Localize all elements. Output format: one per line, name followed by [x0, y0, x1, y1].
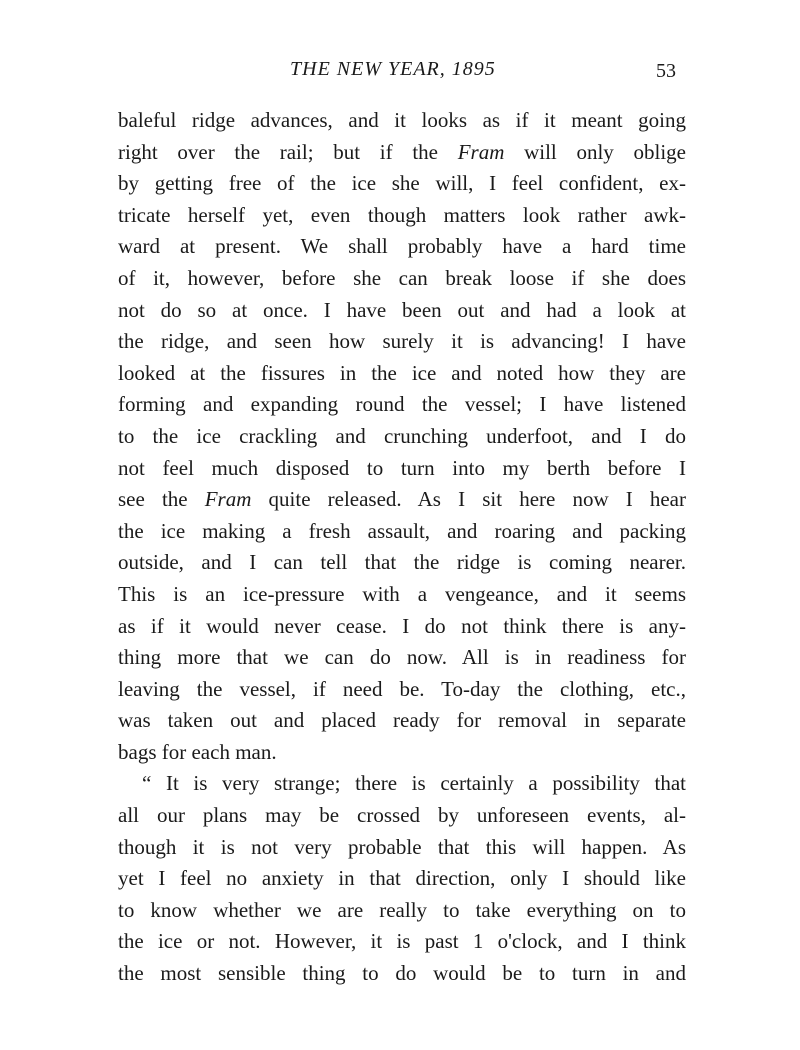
text-line: by getting free of the ice she will, I feel confident, ex-: [118, 171, 686, 196]
text-line: the ridge, and seen how surely it is advancing! I have: [118, 329, 686, 354]
text-line: to the ice crackling and crunching underfoot, and I do: [118, 423, 686, 448]
text-line: yet I feel no anxiety in that direction, only I should like: [118, 866, 686, 891]
text-line: forming and expanding round the vessel; I have listened: [118, 392, 686, 417]
text-line: thing more that we can do now. All is in readiness for: [118, 645, 686, 670]
ship-name: Fram: [457, 139, 505, 164]
running-head: [0, 58, 800, 88]
text-line: to know whether we are really to take everything on to: [118, 897, 686, 922]
text-line: as if it would never cease. I do not think there is any-: [118, 613, 686, 638]
running-title: THE NEW YEAR, 1895: [290, 58, 496, 80]
text-line: all our plans may be crossed by unforeseen events, al-: [118, 803, 686, 828]
text-line: the ice making a fresh assault, and roaring and packing: [118, 518, 686, 543]
text-line: “ It is very strange; there is certainly a possibility that: [142, 771, 686, 796]
text-line: see the Fram quite released. As I sit here now I hear: [118, 487, 686, 512]
text-line: tricate herself yet, even though matters look rather awk-: [118, 202, 686, 227]
text-line: leaving the vessel, if need be. To-day the clothing, etc.,: [118, 676, 686, 701]
text-line: looked at the fissures in the ice and noted how they are: [118, 360, 686, 385]
text-line: This is an ice-pressure with a vengeance, and it seems: [118, 581, 686, 606]
text-line: outside, and I can tell that the ridge is coming nearer.: [118, 550, 686, 575]
page-number: 53: [656, 60, 676, 82]
text-line: bags for each man.: [118, 739, 277, 764]
body-text: [118, 105, 686, 990]
text-line: not feel much disposed to turn into my berth before I: [118, 455, 686, 480]
text-line: baleful ridge advances, and it looks as if it meant going: [118, 108, 686, 132]
text-line: the ice or not. However, it is past 1 o'clock, and I think: [118, 929, 686, 954]
text-line: ward at present. We shall probably have a hard time: [118, 234, 686, 259]
text-line: was taken out and placed ready for removal in separate: [118, 708, 686, 733]
text-line: the most sensible thing to do would be to turn in and: [118, 961, 686, 986]
text-line: of it, however, before she can break loose if she does: [118, 265, 686, 290]
ship-name: Fram: [204, 487, 252, 512]
text-line: not do so at once. I have been out and had a look at: [118, 297, 686, 322]
text-line: right over the rail; but if the Fram will only oblige: [118, 139, 686, 164]
text-line: though it is not very probable that this will happen. As: [118, 834, 686, 859]
